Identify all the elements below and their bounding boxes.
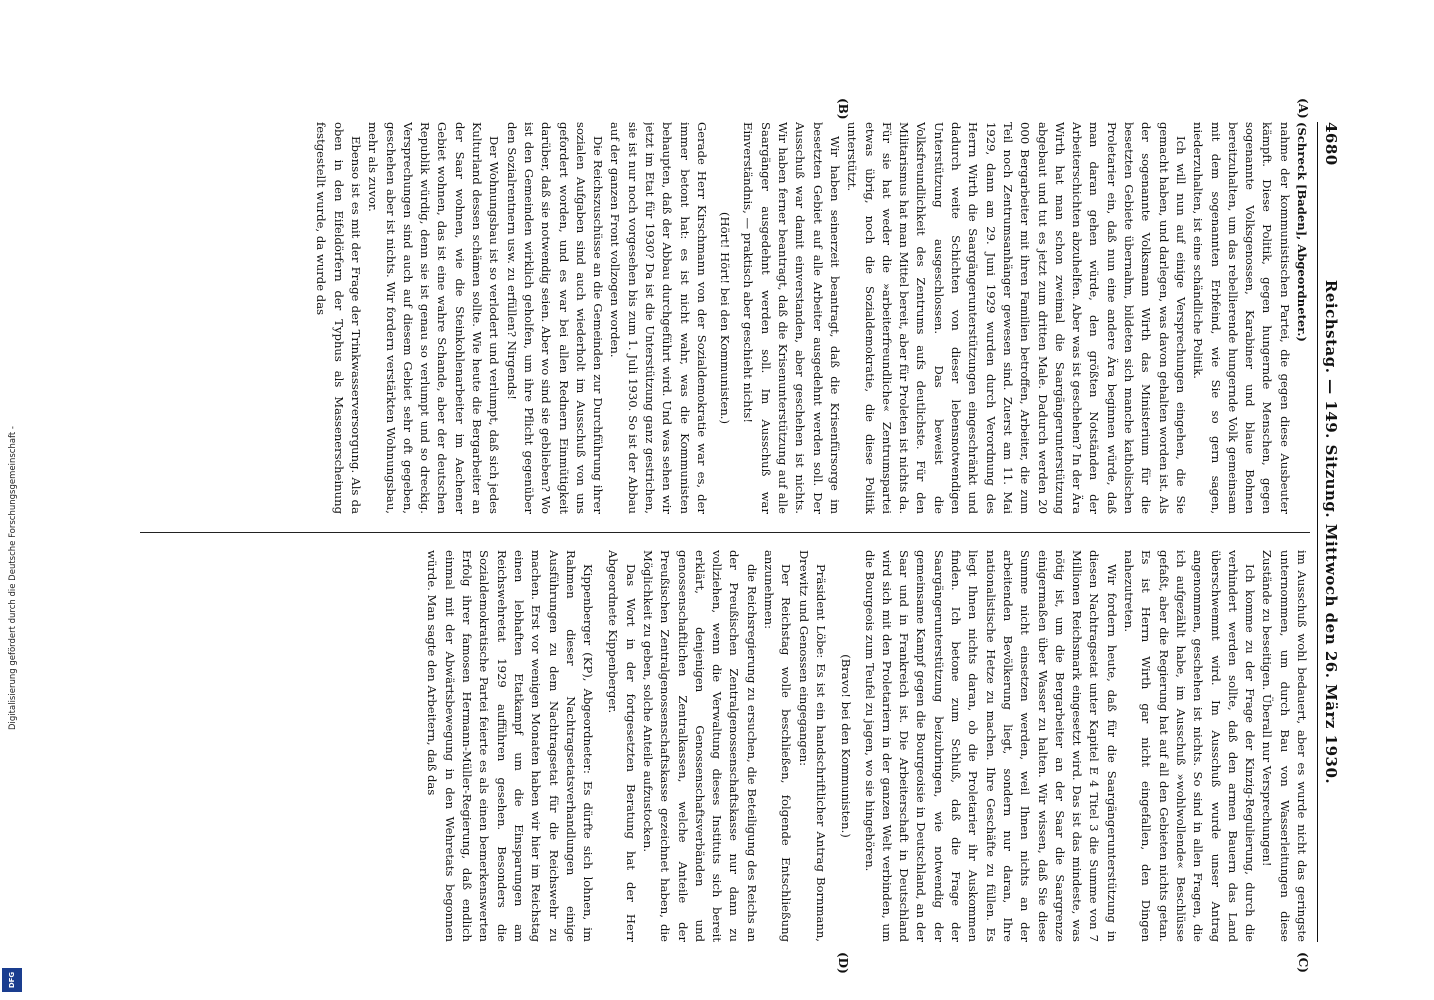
- page-number: 4680: [1322, 122, 1340, 166]
- page-header: [1317, 122, 1340, 942]
- paragraph: Präsident Löbe: Es ist ein handschriftlicher Antrag Bornmann, Drewitz und Genossen eingegangen:: [796, 550, 828, 942]
- paragraph: Das Wort in der fortgesetzten Beratung hat der Herr Abgeordnete Kippenberger.: [606, 550, 638, 942]
- paragraph: Ich will nun auf einige Versprechungen eingehen, die Sie gemacht haben, und darlegen, was davon gehalten worden ist. Als der sogenannte Volksmann Wirth das Ministerium für die besetzten Gebiete übernahm, bildeten sich manche katholischen Proletarier ein, daß nun eine andere Ära beginnen würde, daß man daran gehen würde, den größten Notständen der Arbeiterschichten abzuhelfen. Aber was ist geschehen? In der Ära Wirth hat man schon zweimal die Saargängerunterstützung abgebaut und tut es jetzt zum dritten Male. Dadurch werden 20 000 Bergarbeiter mit ihren Familien betroffen, Arbeiter, die zum Teil noch Zentrumsanhänger gewesen sind. Zuerst am 11. Mai 1929, dann am 29. Juni 1929 wurden durch Verordnung des Herrn Wirth die Saargängerunterstützungen eingeschränkt und dadurch weite Schichten von dieser lebensnotwendigen Unterstützung ausgeschlossen. Das beweist die Volksfreundlichkeit des Zentrums aufs deutlichste. Für den Militarismus hat man Mittel bereit, aber für Proleten ist nichts da. Für sie hat weder die »arbeiterfreundliche« Zentrumspartei etwas übrig, noch die Sozialdemokratie, die diese Politik unterstützt.: [845, 122, 1188, 514]
- paragraph: Ebenso ist es mit der Frage der Trinkwasserversorgung. Als da oben in den Eifeldörfern der Typhus als Massenerscheinung festgestellt wurde, da wurde das: [314, 122, 363, 514]
- left-column: [140, 122, 1310, 514]
- margin-marker-d: (D): [836, 952, 850, 974]
- margin-marker-b: (B): [836, 98, 850, 120]
- paragraph: Gerade Herr Kirschmann von der Sozialdemokratie war es, der immer betont hat: es ist nicht wahr, was die Kommunisten behaupten, daß der Abbau durchgeführt wird. Und was sehen wir jetzt im Etat für 1930? Da ist die Unterstützung ganz gestrichen, sie ist nur noch vorgesehen bis zum 1. Juli 1930. So ist der Abbau auf der ganzen Front vollzogen worden.: [608, 122, 709, 514]
- paragraph: Ich komme zu der Frage der Kinzig-Regulierung, durch die verhindert werden sollte, daß den armen Bauern das Land überschwemmt wird. Im Ausschuß wurde unser Antrag angenommen, geschehen ist nichts. So sind in allen Fragen, die ich aufgezählt habe, im Ausschuß »wohlwollende« Beschlüsse gefaßt, aber die Regierung hat auf all den Gebieten nichts getan. Es ist Herrn Wirth gar nicht eingefallen, den Dingen nahezutreten.: [1122, 550, 1258, 942]
- margin-marker-a: (A): [1296, 98, 1310, 119]
- interjection: (Bravo! bei den Kommunisten.): [839, 654, 854, 838]
- paragraph: nahme der kommunistischen Partei, die gegen diese Ausbeuter kämpft. Diese Politik, gegen hungernde Menschen, gegen sogenannte Volksgenossen, Karabiner und blaue Bohnen bereitzuhalten, um das rebellierende hungernde Volk gemeinsam mit dem sogenannten Erbfeind, wie Sie so gern sagen, niederzuhalten, ist eine schändliche Politik.: [1191, 122, 1292, 514]
- running-title: Reichstag. — 149. Sitzung. Mittwoch den 26. März 1930.: [1322, 279, 1340, 785]
- paragraph: Der Wohnungsbau ist so verlodert und verlumpt, daß sich jedes Kulturland dessen schämen sollte. Wie heute die Bergarbeiter an der Saar wohnen, wie die Steinkohlenarbeiter im Aachener Gebiet wohnen, das ist eine wahre Schande, aber der deutschen Republik würdig, denn sie ist genau so verlumpt und so dreckig. Versprechungen sind auch auf diesem Gebiet sehr oft gegeben, geschehen aber ist nichts. Wir fordern verstärkten Wohnungsbau, mehr als zuvor.: [366, 122, 502, 514]
- logo-text: DFG: [8, 971, 16, 989]
- scanned-page: [130, 92, 1350, 972]
- paragraph: Wir haben seinerzeit beantragt, daß die Krisenfürsorge im besetzten Gebiet auf alle Arbeiter ausgedehnt werden soll. Der Ausschuß war damit einverstanden, aber geschehen ist nichts. Wir haben ferner beantragt, daß die Krisenunterstützung auf alle Saargänger ausgedehnt werden soll. Im Ausschuß war Einverständnis, — praktisch aber geschieht nichts!: [741, 122, 842, 514]
- digitization-credit: [6, 160, 20, 995]
- dfg-logo: [2, 968, 22, 992]
- paragraph: Wir fordern heute, daß für die Saargängerunterstützung in diesen Nachtragsetat unter Kapitel E 4 Titel 3 die Summe von 7 Millionen Reichsmark eingesetzt wird. Das ist das mindeste, was nötig ist, um die Bergarbeiter an der Saar die Saargrenze einigermaßen über Wasser zu halten. Wir wissen, daß Sie diese Summe nicht einsetzen werden, weil Ihnen nichts an der arbeitenden Bevölkerung liegt, sondern nur daran, Ihre nationalistische Hetze zu machen. Ihre Geschäfte zu füllen. Es liegt Ihnen nichts daran, ob die Proletarier ihr Auskommen finden. Ich betone zum Schluß, daß die Frage der Saargängerunterstützung beizubringen, wie notwendig der gemeinsame Kampf gegen die Bourgeoisie in Deutschland, an der Saar und in Frankreich ist. Die Arbeiterschaft in Deutschland wird sich mit den Proletariern in der ganzen Welt verbinden, um die Bourgeois zum Teufel zu jagen, wo sie hingehören.: [862, 550, 1119, 942]
- credit-text: Digitalisierung gefördert durch die Deutsche Forschungsgemeinschaft -: [8, 425, 18, 730]
- speaker-line: (Schreck [Baden], Abgeordneter.): [1295, 122, 1309, 342]
- paragraph: im Ausschuß wohl bedauert, aber es wurde nicht das geringste unternommen, um durch Bau von Wasserleitungen diese Zustände zu beseitigen. Überall nur Versprechungen!: [1260, 550, 1309, 942]
- motion-text: die Reichsregierung zu ersuchen, die Beteiligung des Reichs an der Preußischen Zentralgenossenschaftskasse nur dann zu vollziehen, wenn die Verwaltung dieses Instituts sich bereit erklärt, denjenigen Genossenschaftsverbänden und genossenschaftlichen Zentralkassen, welche Anteile der Preußischen Zentralgenossenschaftskasse gezeichnet haben, die Möglichkeit zu geben, solche Anteile aufzustocken.: [641, 550, 759, 942]
- interjection: (Hört! Hört! bei den Kommunisten.): [718, 211, 733, 424]
- paragraph: Kippenberger (KP), Abgeordneter: Es dürfte sich lohnen, im Rahmen dieser Nachtragsetatsverhandlungen einige Ausführungen zu dem Nachtragsetat für die Reichswehr zu machen. Erst vor wenigen Monaten haben wir hier im Reichstag einen lebhaften Etatkampf um die Einsparungen am Reichswehretat 1929 aufführen gesehen. Besonders die Sozialdemokratische Partei feierte es als einen bemerkenswerten Erfolg ihrer famosen Hermann-Müller-Regierung, daß endlich einmal mit der Abwärtsbewegung in den Wehretats begonnen würde. Man sagte den Arbeitern, daß das: [425, 550, 596, 942]
- right-column: [140, 550, 1310, 942]
- column-divider: [140, 532, 1310, 533]
- paragraph: Der Reichstag wolle beschließen, folgende Entschließung anzunehmen:: [762, 550, 794, 942]
- paragraph: Die Reichszuschüsse an die Gemeinden zur Durchführung ihrer sozialen Aufgaben sind auch wiederholt im Ausschuß von uns gefordert worden, und es war bei allen Rednern Einmütigkeit darüber, daß sie notwendig seien. Aber wo sind sie geblieben? Wo ist den Gemeinden wirklich geholfen, um ihre Pflicht gegenüber den Sozialrentnern usw. zu erfüllen? Nirgends!: [504, 122, 606, 514]
- margin-marker-c: (C): [1296, 952, 1310, 973]
